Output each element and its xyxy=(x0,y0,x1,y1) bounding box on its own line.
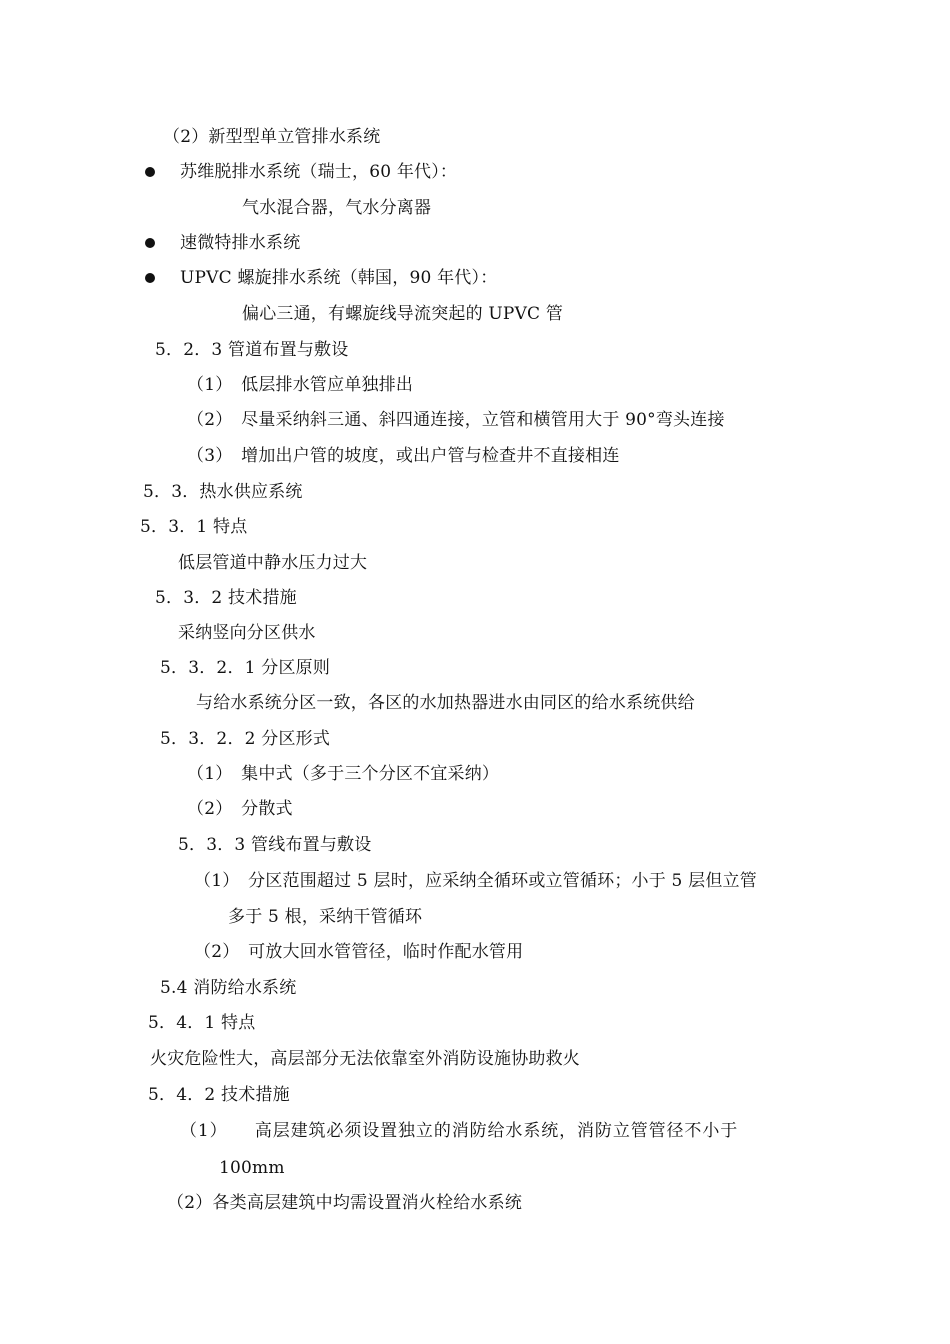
list-item-detail: 偏心三通，有螺旋线导流突起的 UPVC 管 xyxy=(242,304,564,324)
numbered-item: （3） 增加出户管的坡度，或出户管与检查井不直接相连 xyxy=(187,446,620,466)
numbered-item: （2） 尽量采纳斜三通、斜四通连接，立管和横管用大于 90°弯头连接 xyxy=(187,410,725,430)
numbered-item-continuation: 100mm xyxy=(219,1158,285,1178)
section-heading: 5．3．2．1 分区原则 xyxy=(160,658,331,678)
section-heading: 5．3．2．2 分区形式 xyxy=(160,729,331,749)
paragraph: 与给水系统分区一致，各区的水加热器进水由同区的给水系统供给 xyxy=(196,693,695,713)
numbered-item: （1） 集中式（多于三个分区不宜采纳） xyxy=(187,764,500,784)
subheading-new-single-stack: （2）新型型单立管排水系统 xyxy=(163,127,381,147)
numbered-item: （1） 低层排水管应单独排出 xyxy=(187,375,414,395)
section-heading: 5．3．3 管线布置与敷设 xyxy=(178,835,372,855)
numbered-item: （2） 分散式 xyxy=(187,799,293,819)
list-item: 苏维脱排水系统（瑞士，60 年代）： xyxy=(180,162,458,182)
numbered-item: （2）各类高层建筑中均需设置消火栓给水系统 xyxy=(167,1193,523,1213)
numbered-item: （1） 分区范围超过 5 层时，应采纳全循环或立管循环；小于 5 层但立管 xyxy=(194,871,757,891)
section-heading: 5．3．2 技术措施 xyxy=(155,588,297,608)
bullet-icon xyxy=(145,167,155,177)
paragraph: 火灾危险性大，高层部分无法依靠室外消防设施协助救火 xyxy=(150,1049,580,1069)
paragraph: 低层管道中静水压力过大 xyxy=(178,553,368,573)
section-heading: 5．4．2 技术措施 xyxy=(148,1085,290,1105)
bullet-icon xyxy=(145,238,155,248)
section-heading: 5．3．热水供应系统 xyxy=(143,482,303,502)
numbered-item: （2） 可放大回水管管径，临时作配水管用 xyxy=(194,942,524,962)
paragraph: 采纳竖向分区供水 xyxy=(178,623,316,643)
section-heading: 5．3．1 特点 xyxy=(140,517,248,537)
section-heading: 5.4 消防给水系统 xyxy=(160,978,297,998)
list-item-detail: 气水混合器，气水分离器 xyxy=(242,198,432,218)
list-item: 速微特排水系统 xyxy=(180,233,301,253)
numbered-item: （1） 高层建筑必须设置独立的消防给水系统，消防立管管径不小于 xyxy=(180,1121,739,1141)
numbered-item-continuation: 多于 5 根，采纳干管循环 xyxy=(228,907,423,927)
section-heading: 5．4．1 特点 xyxy=(148,1013,256,1033)
section-heading: 5．2．3 管道布置与敷设 xyxy=(155,340,349,360)
list-item: UPVC 螺旋排水系统（韩国，90 年代）： xyxy=(180,268,498,288)
bullet-icon xyxy=(145,273,155,283)
